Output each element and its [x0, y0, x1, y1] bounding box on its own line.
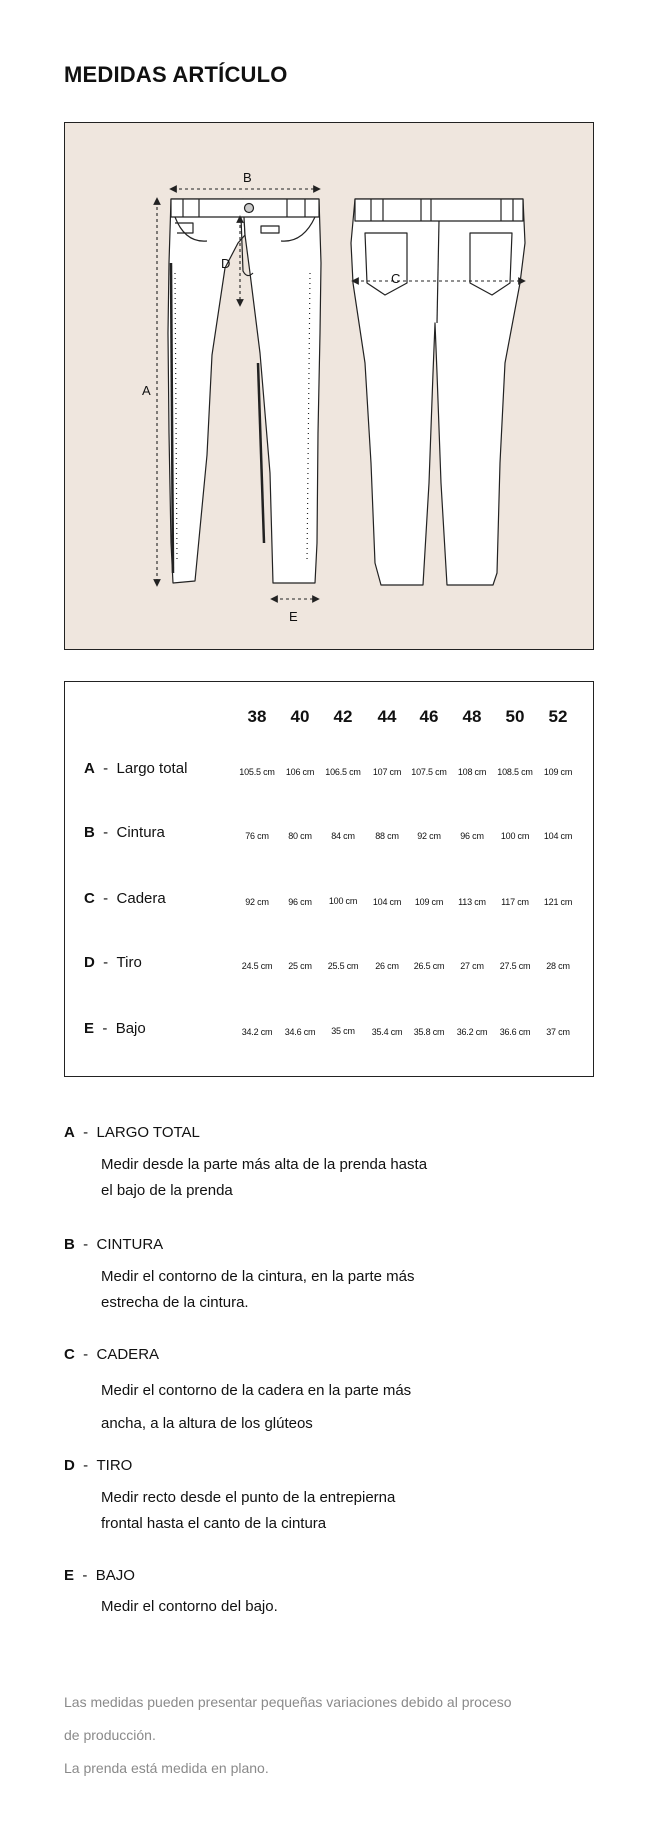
definition-name: BAJO [95, 1567, 135, 1584]
definition-name: CADERA [96, 1346, 160, 1363]
definition-line: frontal hasta el canto de la cintura [101, 1515, 327, 1532]
table-cell: 121 cm [543, 897, 573, 907]
size-col-header: 50 [505, 707, 525, 726]
measure-a-label: A [142, 383, 151, 398]
size-col-header: 44 [377, 707, 397, 726]
table-cell: 28 cm [546, 961, 570, 971]
definition-name: TIRO [96, 1457, 133, 1474]
garment-illustration [64, 122, 594, 650]
table-cell: 106.5 cm [325, 767, 361, 777]
table-row-label: B - Cintura [84, 824, 165, 841]
table-cell: 104 cm [543, 831, 573, 841]
table-cell: 35.8 cm [413, 1027, 445, 1037]
row-name: Cintura [116, 824, 165, 841]
table-cell: 100 cm [500, 831, 530, 841]
definition-line: estrecha de la cintura. [101, 1294, 249, 1311]
row-letter: B [84, 824, 95, 841]
footnote-line: de producción. [64, 1727, 156, 1743]
table-cell: 92 cm [417, 831, 441, 841]
definition-line: Medir el contorno del bajo. [101, 1598, 278, 1615]
measure-b-label: B [243, 170, 252, 185]
definition-text [101, 1374, 501, 1440]
table-cell: 113 cm [458, 897, 486, 907]
table-cell: 117 cm [501, 897, 529, 907]
table-cell: 107.5 cm [411, 767, 447, 777]
table-cell: 27 cm [460, 961, 484, 971]
definition-line: Medir el contorno de la cadera en la parte más [101, 1382, 412, 1399]
table-row-label: C - Cadera [84, 890, 166, 907]
definition-text [101, 1594, 501, 1620]
table-cell: 25.5 cm [327, 961, 359, 971]
table-cell: 88 cm [375, 831, 399, 841]
footnote-line: Las medidas pueden presentar pequeñas variaciones debido al proceso [64, 1694, 512, 1710]
size-col-header: 46 [419, 707, 439, 726]
row-letter: C [84, 890, 95, 907]
footnote [64, 1686, 624, 1785]
definition-letter: C [64, 1346, 75, 1363]
row-name: Tiro [116, 954, 142, 971]
table-cell: 100 cm [328, 896, 358, 906]
definition-letter: B [64, 1236, 75, 1253]
definition-letter: D [64, 1457, 75, 1474]
table-cell: 109 cm [543, 767, 573, 777]
table-cell: 105.5 cm [239, 767, 275, 777]
table-cell: 26 cm [375, 961, 399, 971]
table-row-label: E - Bajo [84, 1020, 146, 1037]
row-letter: D [84, 954, 95, 971]
table-cell: 37 cm [546, 1027, 570, 1037]
definition-title: E - BAJO [64, 1567, 135, 1584]
table-cell: 108.5 cm [497, 767, 533, 777]
size-col-header: 52 [548, 707, 568, 726]
back-view [351, 199, 525, 585]
table-row-label: D - Tiro [84, 954, 142, 971]
table-cell: 34.6 cm [284, 1027, 316, 1037]
definition-text [101, 1264, 501, 1316]
table-cell: 84 cm [331, 831, 355, 841]
size-col-header: 40 [290, 707, 310, 726]
definition-name: CINTURA [96, 1236, 164, 1253]
definition-line: ancha, a la altura de los glúteos [101, 1415, 313, 1432]
definition-line: Medir recto desde el punto de la entrepierna [101, 1489, 396, 1506]
table-cell: 34.2 cm [241, 1027, 273, 1037]
definition-text [101, 1152, 501, 1204]
row-letter: E [84, 1020, 95, 1037]
definition-line: Medir desde la parte más alta de la prenda hasta [101, 1156, 428, 1173]
table-cell: 35 cm [331, 1026, 355, 1036]
measure-c-label: C [391, 271, 401, 286]
table-cell: 26.5 cm [413, 961, 445, 971]
table-cell: 25 cm [288, 961, 312, 971]
size-col-header: 38 [247, 707, 267, 726]
page-title: MEDIDAS ARTÍCULO [64, 62, 288, 87]
definition-line: el bajo de la prenda [101, 1182, 233, 1199]
definition-title: D - TIRO [64, 1457, 133, 1474]
table-cell: 92 cm [245, 897, 269, 907]
trousers-drawing [65, 123, 595, 651]
measure-d-label: D [221, 256, 231, 271]
definition-text [101, 1485, 501, 1537]
measure-e-label: E [289, 609, 298, 624]
table-cell: 80 cm [288, 831, 312, 841]
definition-letter: E [64, 1567, 75, 1584]
definition-name: LARGO TOTAL [96, 1124, 200, 1141]
table-cell: 106 cm [285, 767, 315, 777]
table-cell: 27.5 cm [499, 961, 531, 971]
size-col-header: 42 [333, 707, 353, 726]
table-cell: 24.5 cm [241, 961, 273, 971]
definition-title: C - CADERA [64, 1346, 160, 1363]
row-name: Cadera [116, 890, 166, 907]
table-cell: 108 cm [457, 767, 487, 777]
table-cell: 104 cm [372, 897, 402, 907]
definition-line: Medir el contorno de la cintura, en la parte más [101, 1268, 415, 1285]
definition-title: A - LARGO TOTAL [64, 1124, 200, 1141]
footnote-line: La prenda está medida en plano. [64, 1760, 269, 1776]
row-letter: A [84, 760, 95, 777]
table-cell: 36.2 cm [456, 1027, 488, 1037]
size-table [64, 681, 594, 1077]
table-cell: 109 cm [414, 897, 444, 907]
row-name: Largo total [116, 760, 188, 777]
table-cell: 76 cm [245, 831, 269, 841]
definition-letter: A [64, 1124, 75, 1141]
front-view [168, 199, 321, 583]
size-col-header: 48 [462, 707, 482, 726]
table-cell: 96 cm [460, 831, 484, 841]
table-cell: 107 cm [372, 767, 402, 777]
definition-title: B - CINTURA [64, 1236, 164, 1253]
table-row-label: A - Largo total [84, 760, 188, 777]
table-cell: 35.4 cm [371, 1027, 403, 1037]
table-cell: 96 cm [288, 897, 312, 907]
row-name: Bajo [115, 1020, 146, 1037]
table-cell: 36.6 cm [499, 1027, 531, 1037]
